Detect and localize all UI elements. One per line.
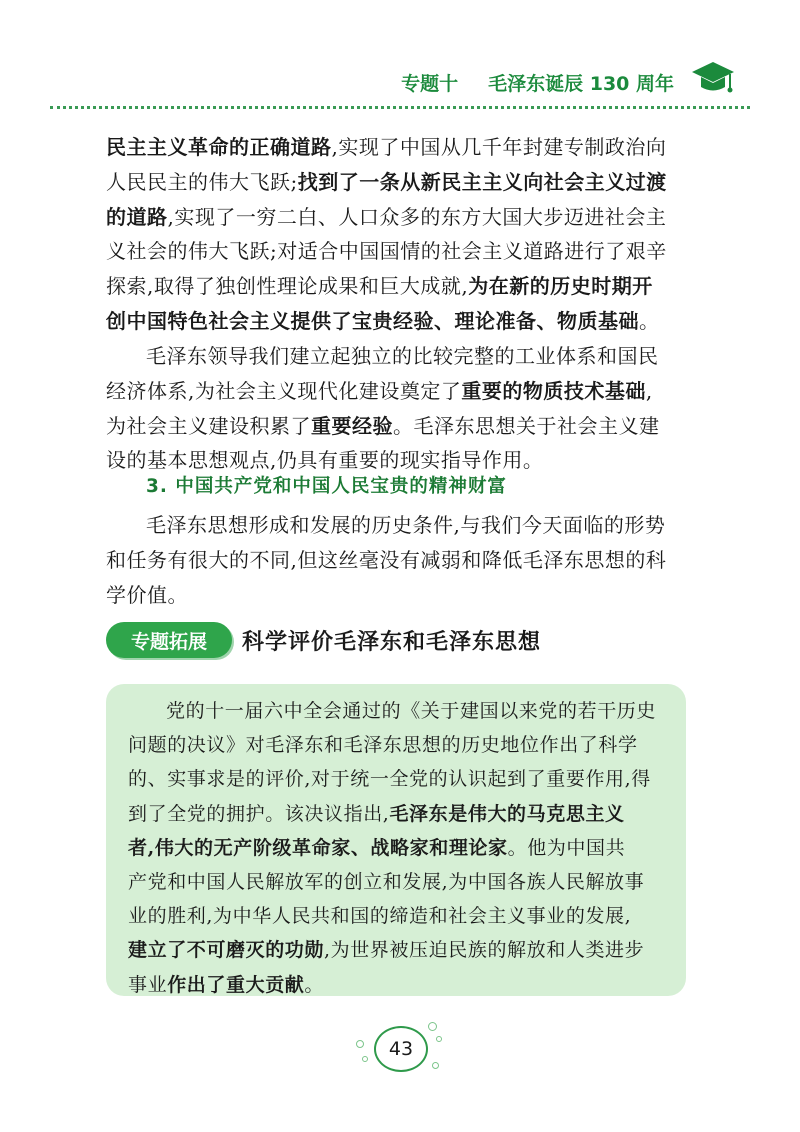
body-text: ,为世界被压迫民族的解放和人类进步	[324, 939, 645, 962]
bold-text: 重要的物质技术基础	[461, 378, 646, 403]
text-line	[106, 165, 696, 200]
text-line	[106, 339, 696, 374]
text-line	[128, 694, 668, 728]
body-text: ,实现了中国从几千年封建专制政治向	[331, 135, 667, 159]
decorative-bubble	[436, 1036, 442, 1042]
body-text: 事业	[128, 973, 168, 996]
topic-extension-title: 科学评价毛泽东和毛泽东思想	[242, 629, 542, 655]
body-text: 。	[304, 973, 325, 996]
body-text: 设的基本思想观点,仍具有重要的现实指导作用。	[106, 448, 544, 473]
paragraph-1	[106, 130, 696, 339]
body-text: 。他为中国共	[507, 836, 626, 859]
text-line	[106, 374, 696, 409]
decorative-bubble	[432, 1062, 439, 1069]
header-divider	[50, 106, 750, 109]
body-text: 问题的决议》对毛泽东和毛泽东思想的历史地位作出了科学	[128, 734, 638, 757]
bold-text: 创中国特色社会主义提供了宝贵经验、理论准备、物质基础	[106, 308, 639, 333]
bold-text: 民主主义革命的正确道路	[106, 135, 332, 159]
body-text: ,	[645, 378, 653, 403]
text-line	[106, 200, 696, 235]
text-line	[128, 831, 668, 865]
decorative-bubble	[428, 1022, 437, 1031]
body-text: 的、实事求是的评价,对于统一全党的认识起到了重要作用,得	[128, 768, 651, 791]
body-text: 为社会主义建设积累了	[106, 413, 311, 438]
body-text: 义社会的伟大飞跃;对适合中国国情的社会主义道路进行了艰辛	[106, 239, 667, 264]
body-text: 探索,取得了独创性理论成果和巨大成就,	[106, 274, 469, 299]
bold-text: 者,伟大的无产阶级革命家、战略家和理论家	[128, 836, 508, 859]
page-number: 43	[374, 1026, 428, 1072]
text-line	[128, 933, 668, 967]
body-text: 人民民主的伟大飞跃;	[106, 169, 298, 194]
topic-extension-text	[128, 694, 668, 1002]
decorative-bubble	[356, 1040, 364, 1048]
body-text: 经济体系,为社会主义现代化建设奠定了	[106, 378, 462, 403]
text-line	[106, 578, 696, 613]
body-text: 到了全党的拥护。该决议指出,	[128, 802, 390, 825]
topic-extension-badge: 专题拓展	[106, 622, 232, 658]
text-line	[128, 797, 668, 831]
text-line	[106, 304, 696, 339]
body-text: 学价值。	[106, 582, 188, 607]
text-line	[106, 130, 696, 165]
body-text: 产党和中国人民解放军的创立和发展,为中国各族人民解放事	[128, 871, 645, 894]
text-line	[128, 968, 668, 1002]
text-line	[128, 762, 668, 796]
body-text: 。	[639, 308, 660, 333]
body-text: 。毛泽东思想关于社会主义建	[393, 413, 660, 438]
text-line	[128, 728, 668, 762]
decorative-bubble	[362, 1056, 368, 1062]
header-title: 毛泽东诞辰 130 周年	[488, 72, 674, 95]
bold-text: 找到了一条从新民主主义向社会主义过渡	[297, 169, 667, 194]
text-line	[128, 865, 668, 899]
bold-text: 毛泽东是伟大的马克思主义	[389, 802, 625, 825]
text-line	[106, 234, 696, 269]
text-line	[106, 409, 696, 444]
bold-text: 的道路	[106, 204, 168, 229]
header-topic: 专题十	[401, 72, 459, 95]
body-text: 毛泽东思想形成和发展的历史条件,与我们今天面临的形势	[146, 513, 666, 537]
bold-text: 重要经验	[311, 413, 393, 438]
bold-text: 作出了重大贡献	[167, 973, 305, 996]
text-line	[128, 899, 668, 933]
text-line	[106, 543, 696, 578]
bold-text: 建立了不可磨灭的功勋	[128, 939, 325, 962]
bold-text: 为在新的历史时期开	[468, 274, 653, 299]
body-text: 毛泽东领导我们建立起独立的比较完整的工业体系和国民	[146, 344, 659, 368]
paragraph-3	[106, 508, 696, 612]
body-text: 党的十一届六中全会通过的《关于建国以来党的若干历史	[166, 700, 657, 722]
page-header	[401, 64, 728, 100]
body-text: ,实现了一穷二白、人口众多的东方大国大步迈进社会主	[167, 204, 667, 229]
body-text: 业的胜利,为中华人民共和国的缔造和社会主义事业的发展,	[128, 905, 632, 928]
text-line	[106, 269, 696, 304]
text-line	[106, 508, 696, 543]
body-text: 和任务有很大的不同,但这丝毫没有减弱和降低毛泽东思想的科	[106, 547, 667, 572]
section-heading: 3. 中国共产党和中国人民宝贵的精神财富	[146, 476, 507, 497]
graduation-cap-icon	[690, 56, 736, 100]
paragraph-2	[106, 339, 696, 478]
